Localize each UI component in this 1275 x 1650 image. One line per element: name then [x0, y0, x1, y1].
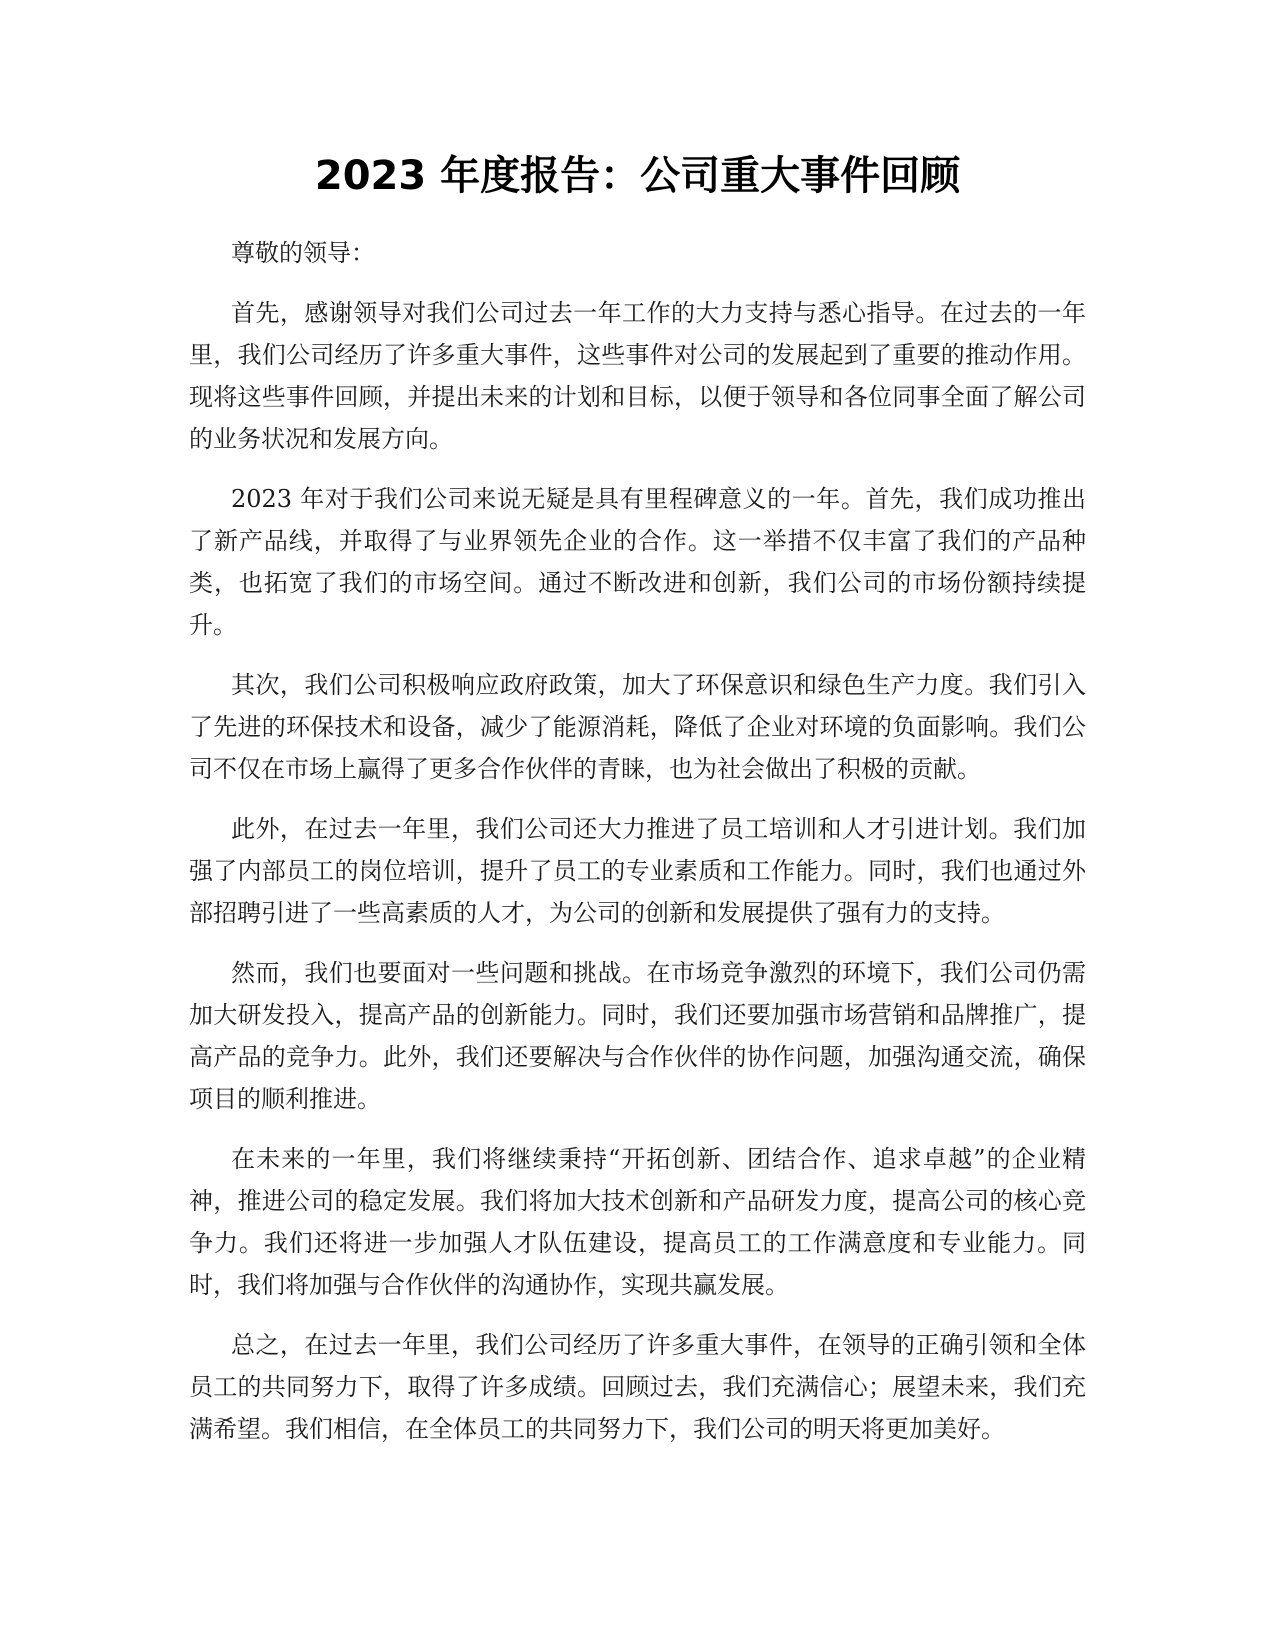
salutation: 尊敬的领导：: [231, 239, 375, 267]
paragraph-future-plans: 在未来的一年里，我们将继续秉持“开拓创新、团结合作、追求卓越”的企业精神，推进公司的稳定发展。我们将加大技术创新和产品研发力度，提高公司的核心竞争力。我们还将进一步加强人才队伍建设，提高员工的工作满意度和专业能力。同时，我们将加强与合作伙伴的沟通协作，实现共赢发展。: [189, 1145, 1086, 1299]
paragraph-challenges: 然而，我们也要面对一些问题和挑战。在市场竞争激烈的环境下，我们公司仍需加大研发投入，提高产品的创新能力。同时，我们还要加强市场营销和品牌推广，提高产品的竞争力。此外，我们还要解决与合作伙伴的协作问题，加强沟通交流，确保项目的顺利推进。: [189, 959, 1086, 1113]
paragraph-environmental-policy: 其次，我们公司积极响应政府政策，加大了环保意识和绿色生产力度。我们引入了先进的环保技术和设备，减少了能源消耗，降低了企业对环境的负面影响。我们公司不仅在市场上赢得了更多合作伙伴的青睐，也为社会做出了积极的贡献。: [189, 671, 1086, 783]
paragraph-new-product-line: 2023 年对于我们公司来说无疑是具有里程碑意义的一年。首先，我们成功推出了新产品线，并取得了与业界领先企业的合作。这一举措不仅丰富了我们的产品种类，也拓宽了我们的市场空间。通过不断改进和创新，我们公司的市场份额持续提升。: [189, 485, 1086, 639]
document-body: [189, 232, 1086, 1468]
paragraph-staff-training: 此外，在过去一年里，我们公司还大力推进了员工培训和人才引进计划。我们加强了内部员工的岗位培训，提升了员工的专业素质和工作能力。同时，我们也通过外部招聘引进了一些高素质的人才，为公司的创新和发展提供了强有力的支持。: [189, 815, 1086, 927]
paragraph-intro: 首先，感谢领导对我们公司过去一年工作的大力支持与悉心指导。在过去的一年里，我们公司经历了许多重大事件，这些事件对公司的发展起到了重要的推动作用。现将这些事件回顾，并提出未来的计划和目标，以便于领导和各位同事全面了解公司的业务状况和发展方向。: [189, 299, 1086, 453]
document-title: 2023 年度报告：公司重大事件回顾: [314, 153, 961, 199]
paragraph-conclusion: 总之，在过去一年里，我们公司经历了许多重大事件，在领导的正确引领和全体员工的共同努力下，取得了许多成绩。回顾过去，我们充满信心；展望未来，我们充满希望。我们相信，在全体员工的共同努力下，我们公司的明天将更加美好。: [189, 1331, 1086, 1443]
